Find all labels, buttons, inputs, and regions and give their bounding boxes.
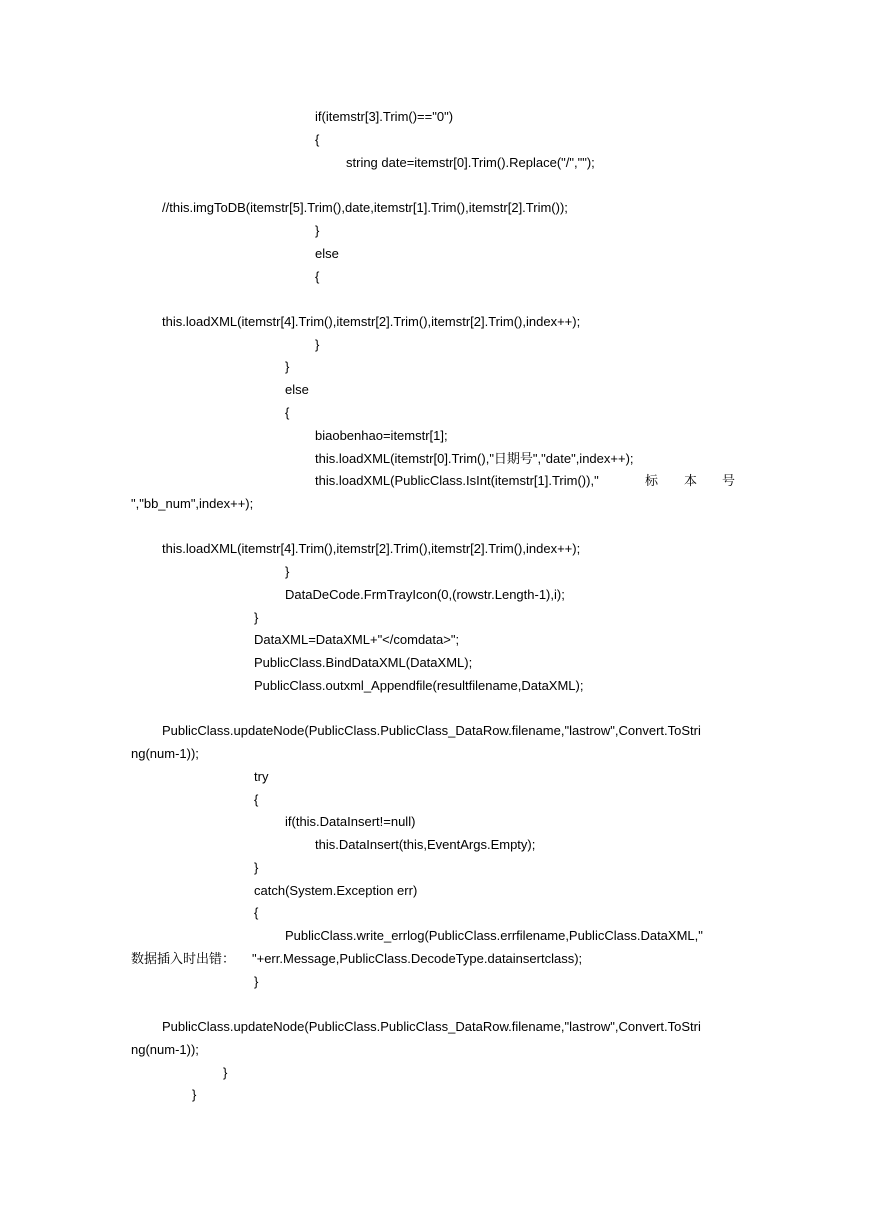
code-line: } — [285, 564, 290, 579]
code-line: this.loadXML(itemstr[4].Trim(),itemstr[2].Trim(),itemstr[2].Trim(),index++); — [162, 541, 581, 556]
code-line: { — [254, 905, 259, 920]
code-line: { — [315, 132, 320, 147]
code-line: if(this.DataInsert!=null) — [285, 814, 416, 829]
code-line: "+err.Message,PublicClass.DecodeType.datainsertclass); — [252, 951, 583, 966]
code-line: if(itemstr[3].Trim()=="0") — [315, 109, 454, 124]
code-line: } — [192, 1087, 197, 1102]
code-line: } — [254, 860, 259, 875]
code-line: } — [223, 1065, 228, 1080]
code-line: try — [254, 769, 269, 784]
code-line: { — [254, 792, 259, 807]
code-line: PublicClass.updateNode(PublicClass.PublicClass_DataRow.filename,"lastrow",Convert.ToStri — [162, 723, 701, 738]
code-line: this.loadXML(PublicClass.IsInt(itemstr[1].Trim())," — [315, 473, 599, 488]
code-line: PublicClass.outxml_Appendfile(resultfilename,DataXML); — [254, 678, 584, 693]
code-line: string date=itemstr[0].Trim().Replace("/",""); — [346, 155, 595, 170]
code-line: catch(System.Exception err) — [254, 883, 418, 898]
code-line: this.DataInsert(this,EventArgs.Empty); — [315, 837, 536, 852]
code-line: } — [285, 359, 290, 374]
code-line: DataXML=DataXML+"</comdata>"; — [254, 632, 460, 647]
code-line: else — [285, 382, 309, 397]
code-line: PublicClass.updateNode(PublicClass.PublicClass_DataRow.filename,"lastrow",Convert.ToStri — [162, 1019, 701, 1034]
code-line: ng(num-1)); — [131, 1042, 199, 1057]
code-line: this.loadXML(itemstr[0].Trim(),"日期号","date",index++); — [315, 451, 634, 466]
code-line: 本 — [684, 473, 698, 488]
code-line: ng(num-1)); — [131, 746, 199, 761]
code-line: } — [254, 610, 259, 625]
code-line: ","bb_num",index++); — [131, 496, 254, 511]
code-line: this.loadXML(itemstr[4].Trim(),itemstr[2].Trim(),itemstr[2].Trim(),index++); — [162, 314, 581, 329]
code-line: else — [315, 246, 339, 261]
code-line: 标 — [645, 473, 659, 488]
code-line: { — [315, 269, 320, 284]
code-line: } — [315, 337, 320, 352]
code-line: biaobenhao=itemstr[1]; — [315, 428, 448, 443]
code-line: DataDeCode.FrmTrayIcon(0,(rowstr.Length-1),i); — [285, 587, 565, 602]
code-line: 数据插入时出错： — [131, 951, 236, 966]
code-line: PublicClass.write_errlog(PublicClass.errfilename,PublicClass.DataXML," — [285, 928, 703, 943]
code-line: //this.imgToDB(itemstr[5].Trim(),date,itemstr[1].Trim(),itemstr[2].Trim()); — [162, 200, 568, 215]
code-line: } — [254, 974, 259, 989]
code-line: 号 — [722, 473, 736, 488]
code-line: PublicClass.BindDataXML(DataXML); — [254, 655, 473, 670]
code-line: } — [315, 223, 320, 238]
code-line: { — [285, 405, 290, 420]
